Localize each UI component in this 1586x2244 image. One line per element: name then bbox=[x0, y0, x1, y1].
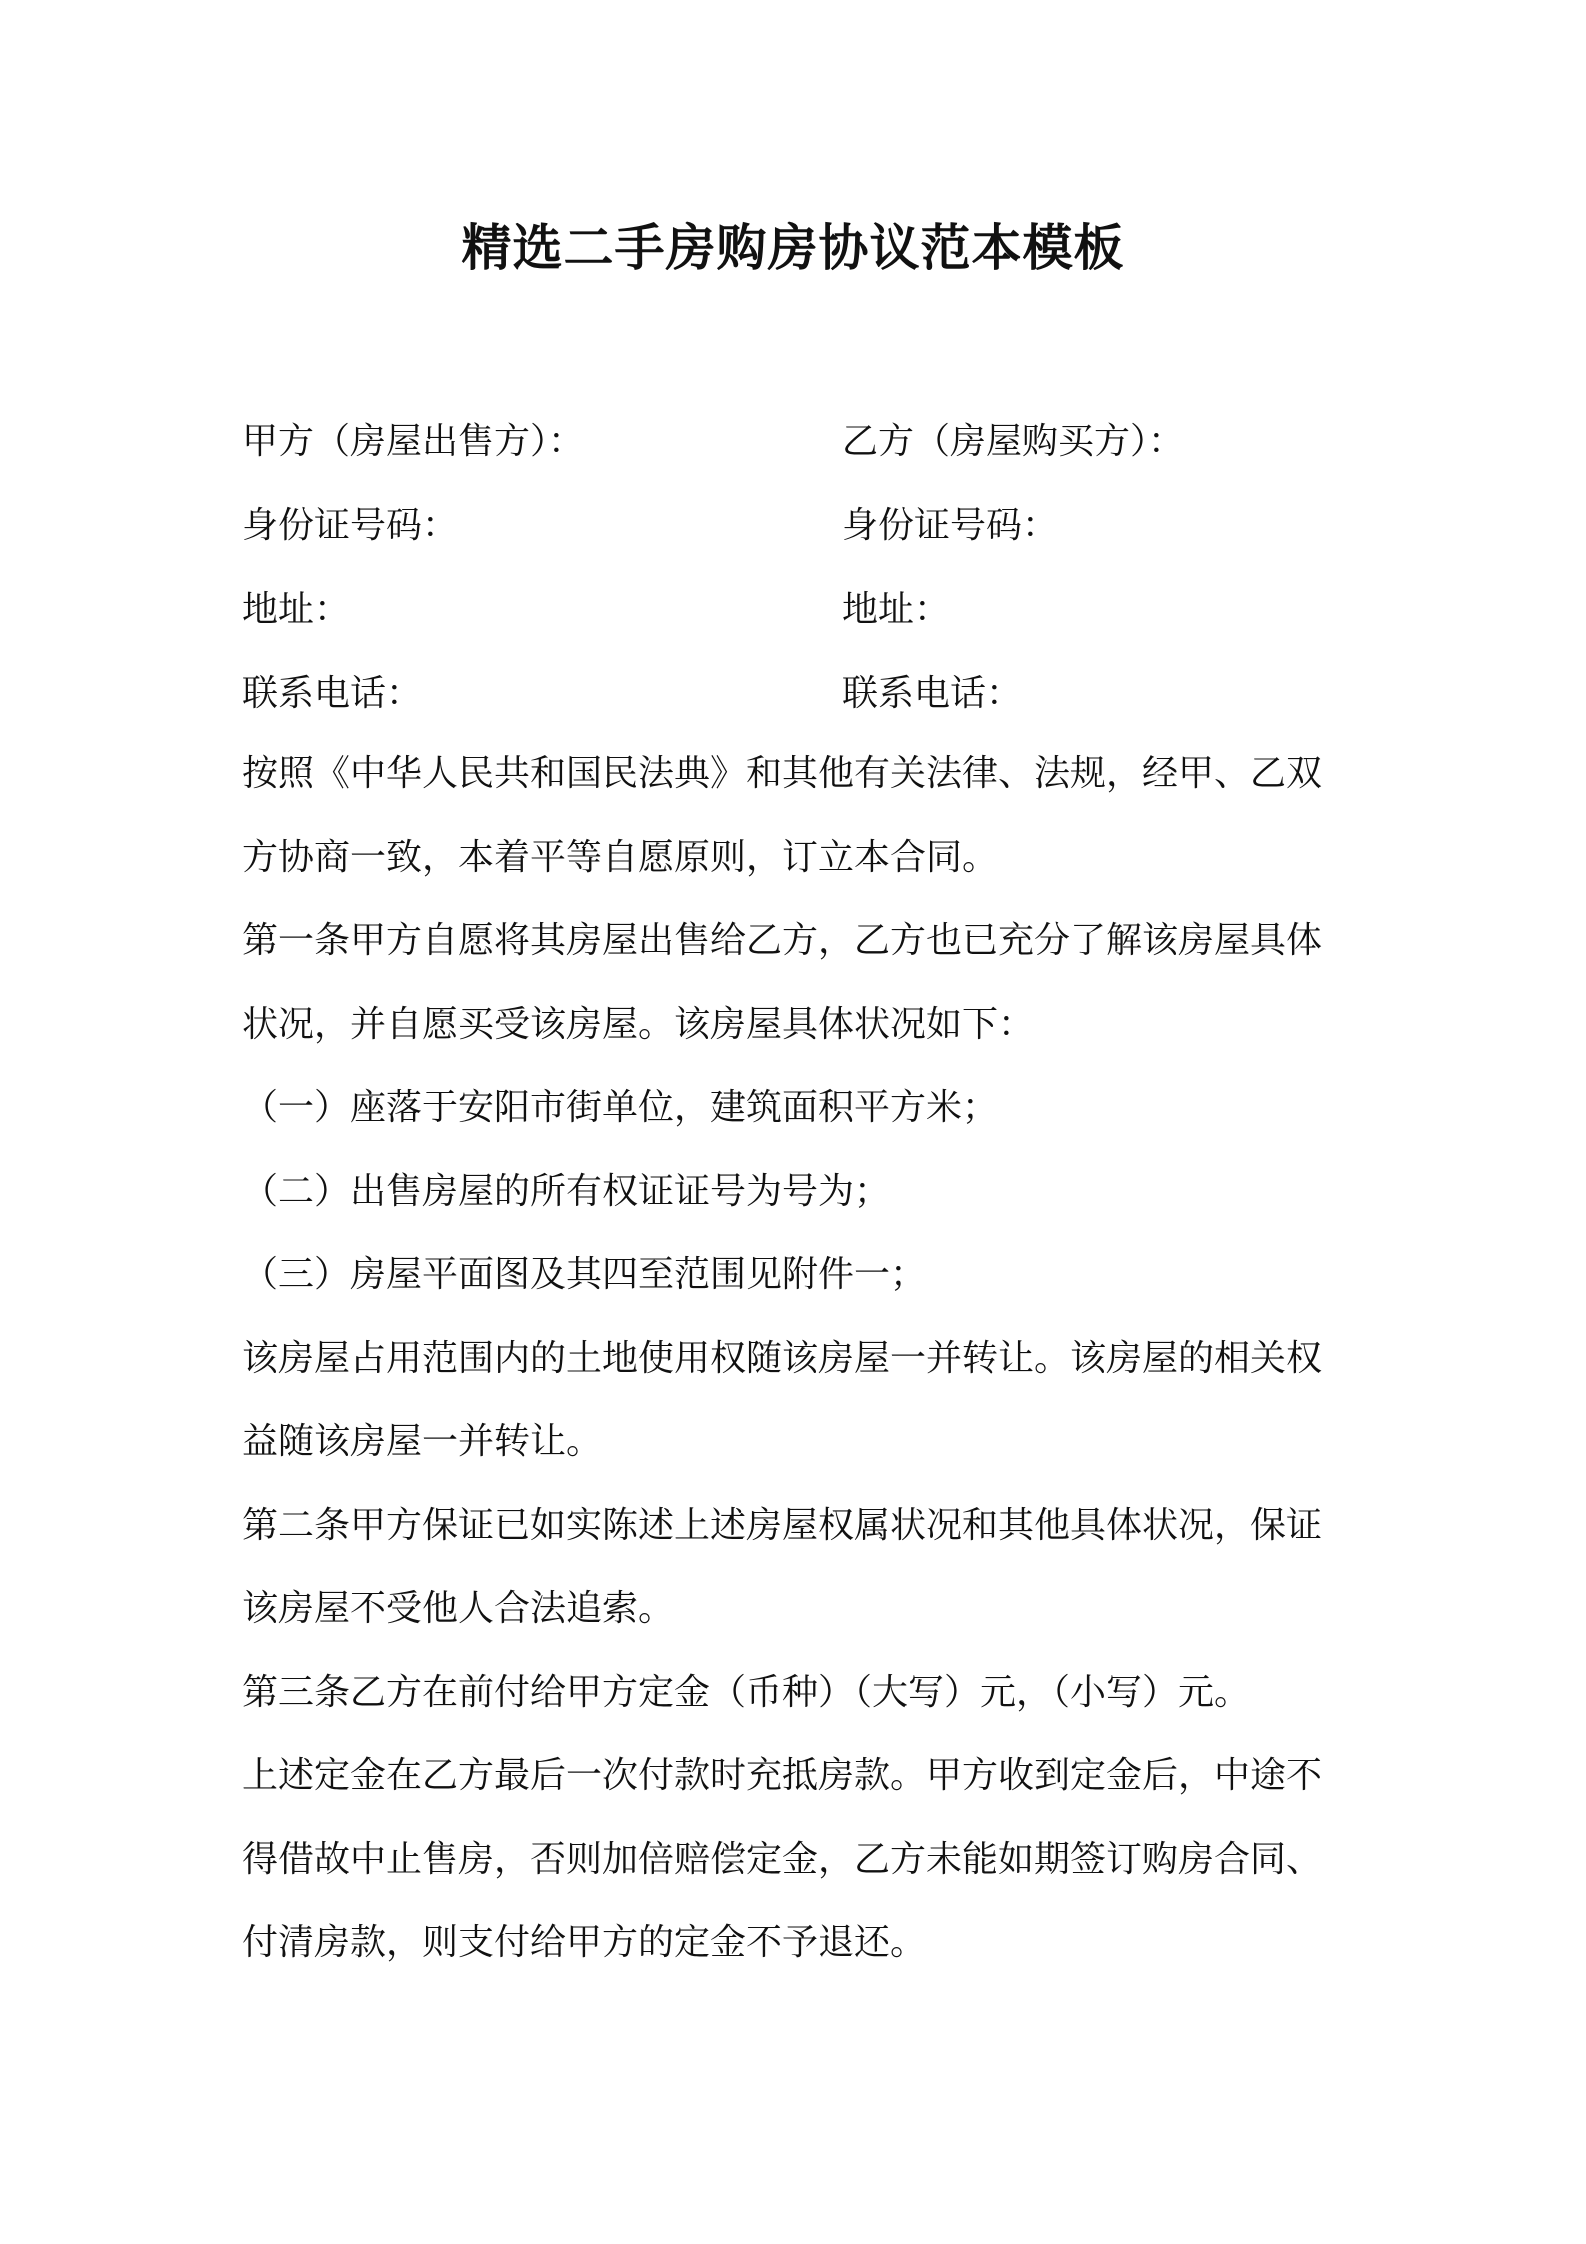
body-line: 益随该房屋一并转让。 bbox=[242, 1421, 603, 1462]
body-line: 该房屋占用范围内的土地使用权随该房屋一并转让。该房屋的相关权 bbox=[242, 1337, 1323, 1379]
body-line: 方协商一致，本着平等自愿原则，订立本合同。 bbox=[242, 836, 999, 878]
buyer-label: 乙方（房屋购买方）： bbox=[842, 421, 1185, 462]
contract-body bbox=[242, 732, 1362, 1985]
seller-phone-label: 联系电话： bbox=[242, 673, 423, 714]
body-line: （二）出售房屋的所有权证证号为号为； bbox=[242, 1170, 891, 1212]
seller-address-label: 地址： bbox=[242, 589, 351, 630]
party-row-phone bbox=[242, 652, 1362, 736]
body-line: 第三条乙方在前付给甲方定金（币种）（大写）元，（小写）元。 bbox=[242, 1671, 1251, 1713]
party-row-address bbox=[242, 568, 1362, 652]
body-line: 第二条甲方保证已如实陈述上述房屋权属状况和其他具体状况，保证 bbox=[242, 1504, 1323, 1546]
buyer-id-label: 身份证号码： bbox=[842, 505, 1059, 546]
body-line: 付清房款，则支付给甲方的定金不予退还。 bbox=[242, 1922, 927, 1963]
party-info-grid bbox=[242, 400, 1362, 736]
buyer-phone-label: 联系电话： bbox=[842, 673, 1023, 714]
body-line: 按照《中华人民共和国民法典》和其他有关法律、法规，经甲、乙双 bbox=[242, 753, 1323, 794]
party-row-id-number bbox=[242, 484, 1362, 568]
buyer-address-label: 地址： bbox=[842, 589, 951, 630]
body-line: 得借故中止售房，否则加倍赔偿定金，乙方未能如期签订购房合同、 bbox=[242, 1838, 1323, 1880]
body-line: 该房屋不受他人合法追索。 bbox=[242, 1588, 675, 1629]
party-row-name bbox=[242, 400, 1362, 484]
body-line: 第一条甲方自愿将其房屋出售给乙方，乙方也已充分了解该房屋具体 bbox=[242, 920, 1323, 961]
seller-id-label: 身份证号码： bbox=[242, 505, 459, 546]
body-line: （一）座落于安阳市街单位，建筑面积平方米； bbox=[242, 1087, 999, 1128]
body-line: （三）房屋平面图及其四至范围见附件一； bbox=[242, 1254, 927, 1295]
body-line: 状况，并自愿买受该房屋。该房屋具体状况如下： bbox=[242, 1003, 1035, 1045]
seller-label: 甲方（房屋出售方）： bbox=[242, 421, 585, 462]
document-title: 精选二手房购房协议范本模板 bbox=[461, 219, 1125, 277]
body-line: 上述定金在乙方最后一次付款时充抵房款。甲方收到定金后，中途不 bbox=[242, 1755, 1323, 1796]
